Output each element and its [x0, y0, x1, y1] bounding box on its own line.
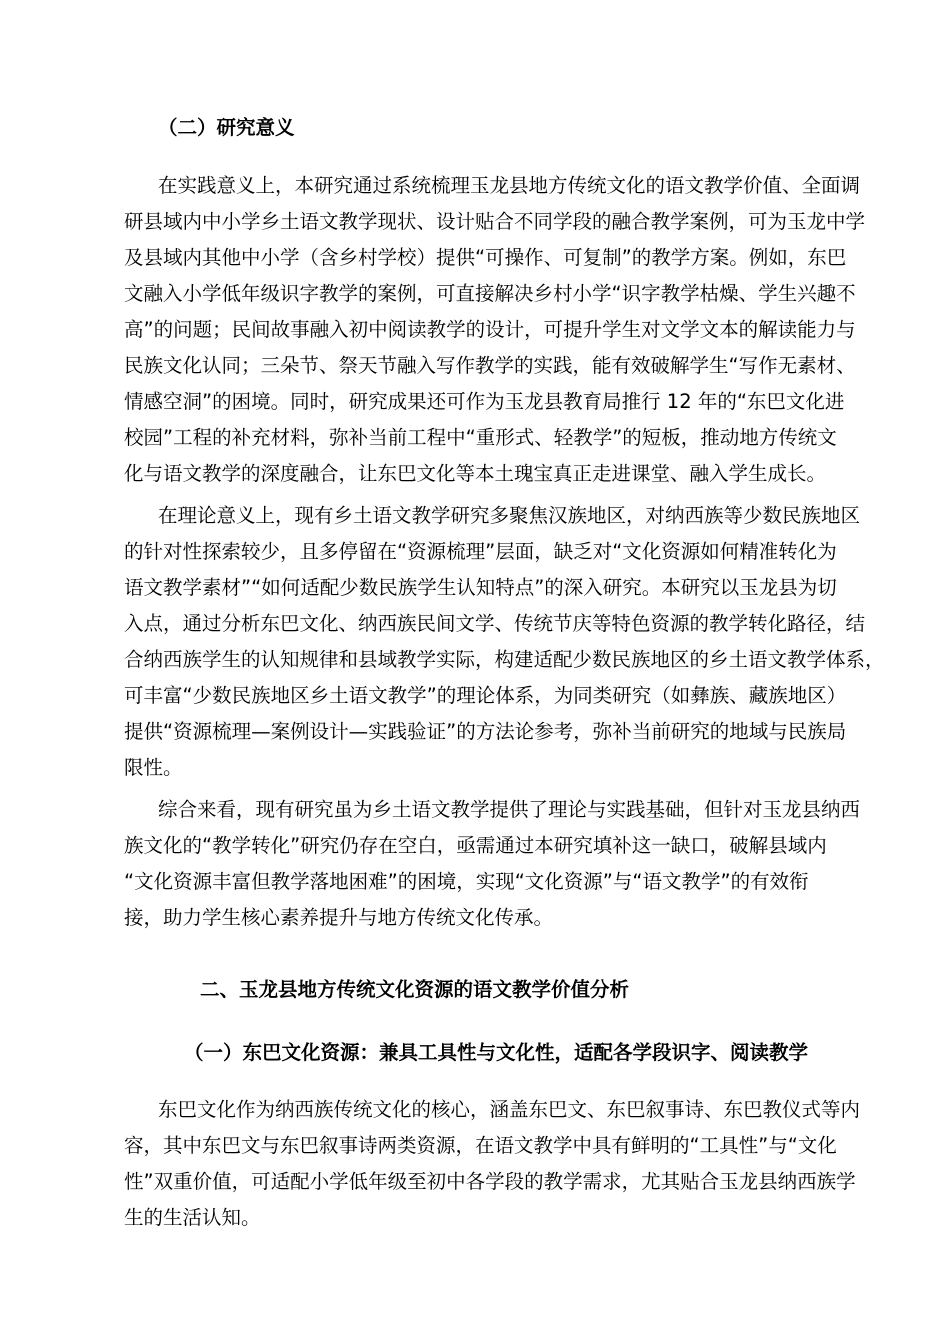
- paragraph-practice-line: 民族文化认同；三朵节、祭天节融入写作教学的实践，能有效破解学生“写作无素材、: [124, 354, 856, 377]
- paragraph-theory-line: 合纳西族学生的认知规律和县域教学实际，构建适配少数民族地区的乡土语文教学体系，: [124, 648, 885, 671]
- paragraph-dongba-line: 生的生活认知。: [124, 1206, 261, 1229]
- paragraph-theory-line: 提供“资源梳理—案例设计—实践验证”的方法论参考，弥补当前研究的地域与民族局: [124, 720, 847, 743]
- section-heading-dongba-resources: （一）东巴文化资源：兼具工具性与文化性，适配各学段识字、阅读教学: [184, 1041, 809, 1064]
- paragraph-practice-line: 校园”工程的补充材料，弥补当前工程中“重形式、轻教学”的短板，推动地方传统文: [124, 426, 837, 449]
- paragraph-summary-line: “文化资源丰富但教学落地困难”的困境，实现“文化资源”与“语文教学”的有效衔: [124, 870, 809, 893]
- chapter-heading-value-analysis: 二、玉龙县地方传统文化资源的语文教学价值分析: [200, 978, 630, 1001]
- paragraph-dongba-line: 性”双重价值，可适配小学低年级至初中各学段的教学需求，尤其贴合玉龙县纳西族学: [124, 1170, 856, 1193]
- paragraph-summary-line: 综合来看，现有研究虽为乡土语文教学提供了理论与实践基础，但针对玉龙县纳西: [158, 798, 861, 821]
- paragraph-summary-line: 接，助力学生核心素养提升与地方传统文化传承。: [124, 906, 554, 929]
- paragraph-practice-line: 高”的问题；民间故事融入初中阅读教学的设计，可提升学生对文学文本的解读能力与: [124, 318, 856, 341]
- section-heading-research-significance: （二）研究意义: [158, 116, 295, 139]
- paragraph-practice-line: 研县域内中小学乡土语文教学现状、设计贴合不同学段的融合教学案例，可为玉龙中学: [124, 210, 866, 233]
- paragraph-summary-line: 族文化的“教学转化”研究仍存在空白，亟需通过本研究填补这一缺口，破解县域内: [124, 834, 827, 857]
- paragraph-practice-line: 在实践意义上，本研究通过系统梳理玉龙县地方传统文化的语文教学价值、全面调: [158, 174, 861, 197]
- paragraph-dongba-line: 东巴文化作为纳西族传统文化的核心，涵盖东巴文、东巴叙事诗、东巴教仪式等内: [158, 1098, 861, 1121]
- paragraph-practice-line: 情感空洞”的困境。同时，研究成果还可作为玉龙县教育局推行 12 年的“东巴文化进: [124, 390, 845, 413]
- paragraph-theory-line: 语文教学素材”“如何适配少数民族学生认知特点”的深入研究。本研究以玉龙县为切: [124, 576, 837, 599]
- paragraph-practice-line: 及县域内其他中小学（含乡村学校）提供“可操作、可复制”的教学方案。例如，东巴: [124, 246, 847, 269]
- paragraph-theory-line: 入点，通过分析东巴文化、纳西族民间文学、传统节庆等特色资源的教学转化路径，结: [124, 612, 866, 635]
- paragraph-theory-line: 的针对性探索较少，且多停留在“资源梳理”层面，缺乏对“文化资源如何精准转化为: [124, 540, 837, 563]
- paragraph-practice-line: 化与语文教学的深度融合，让东巴文化等本土瑰宝真正走进课堂、融入学生成长。: [124, 462, 827, 485]
- paragraph-theory-line: 可丰富“少数民族地区乡土语文教学”的理论体系，为同类研究（如彝族、藏族地区）: [124, 684, 847, 707]
- paragraph-dongba-line: 容，其中东巴文与东巴叙事诗两类资源，在语文教学中具有鲜明的“工具性”与“文化: [124, 1134, 837, 1157]
- paragraph-theory-line: 在理论意义上，现有乡土语文教学研究多聚焦汉族地区，对纳西族等少数民族地区: [158, 504, 861, 527]
- paragraph-practice-line: 文融入小学低年级识字教学的案例，可直接解决乡村小学“识字教学枯燥、学生兴趣不: [124, 282, 856, 305]
- paragraph-theory-line: 限性。: [124, 756, 183, 779]
